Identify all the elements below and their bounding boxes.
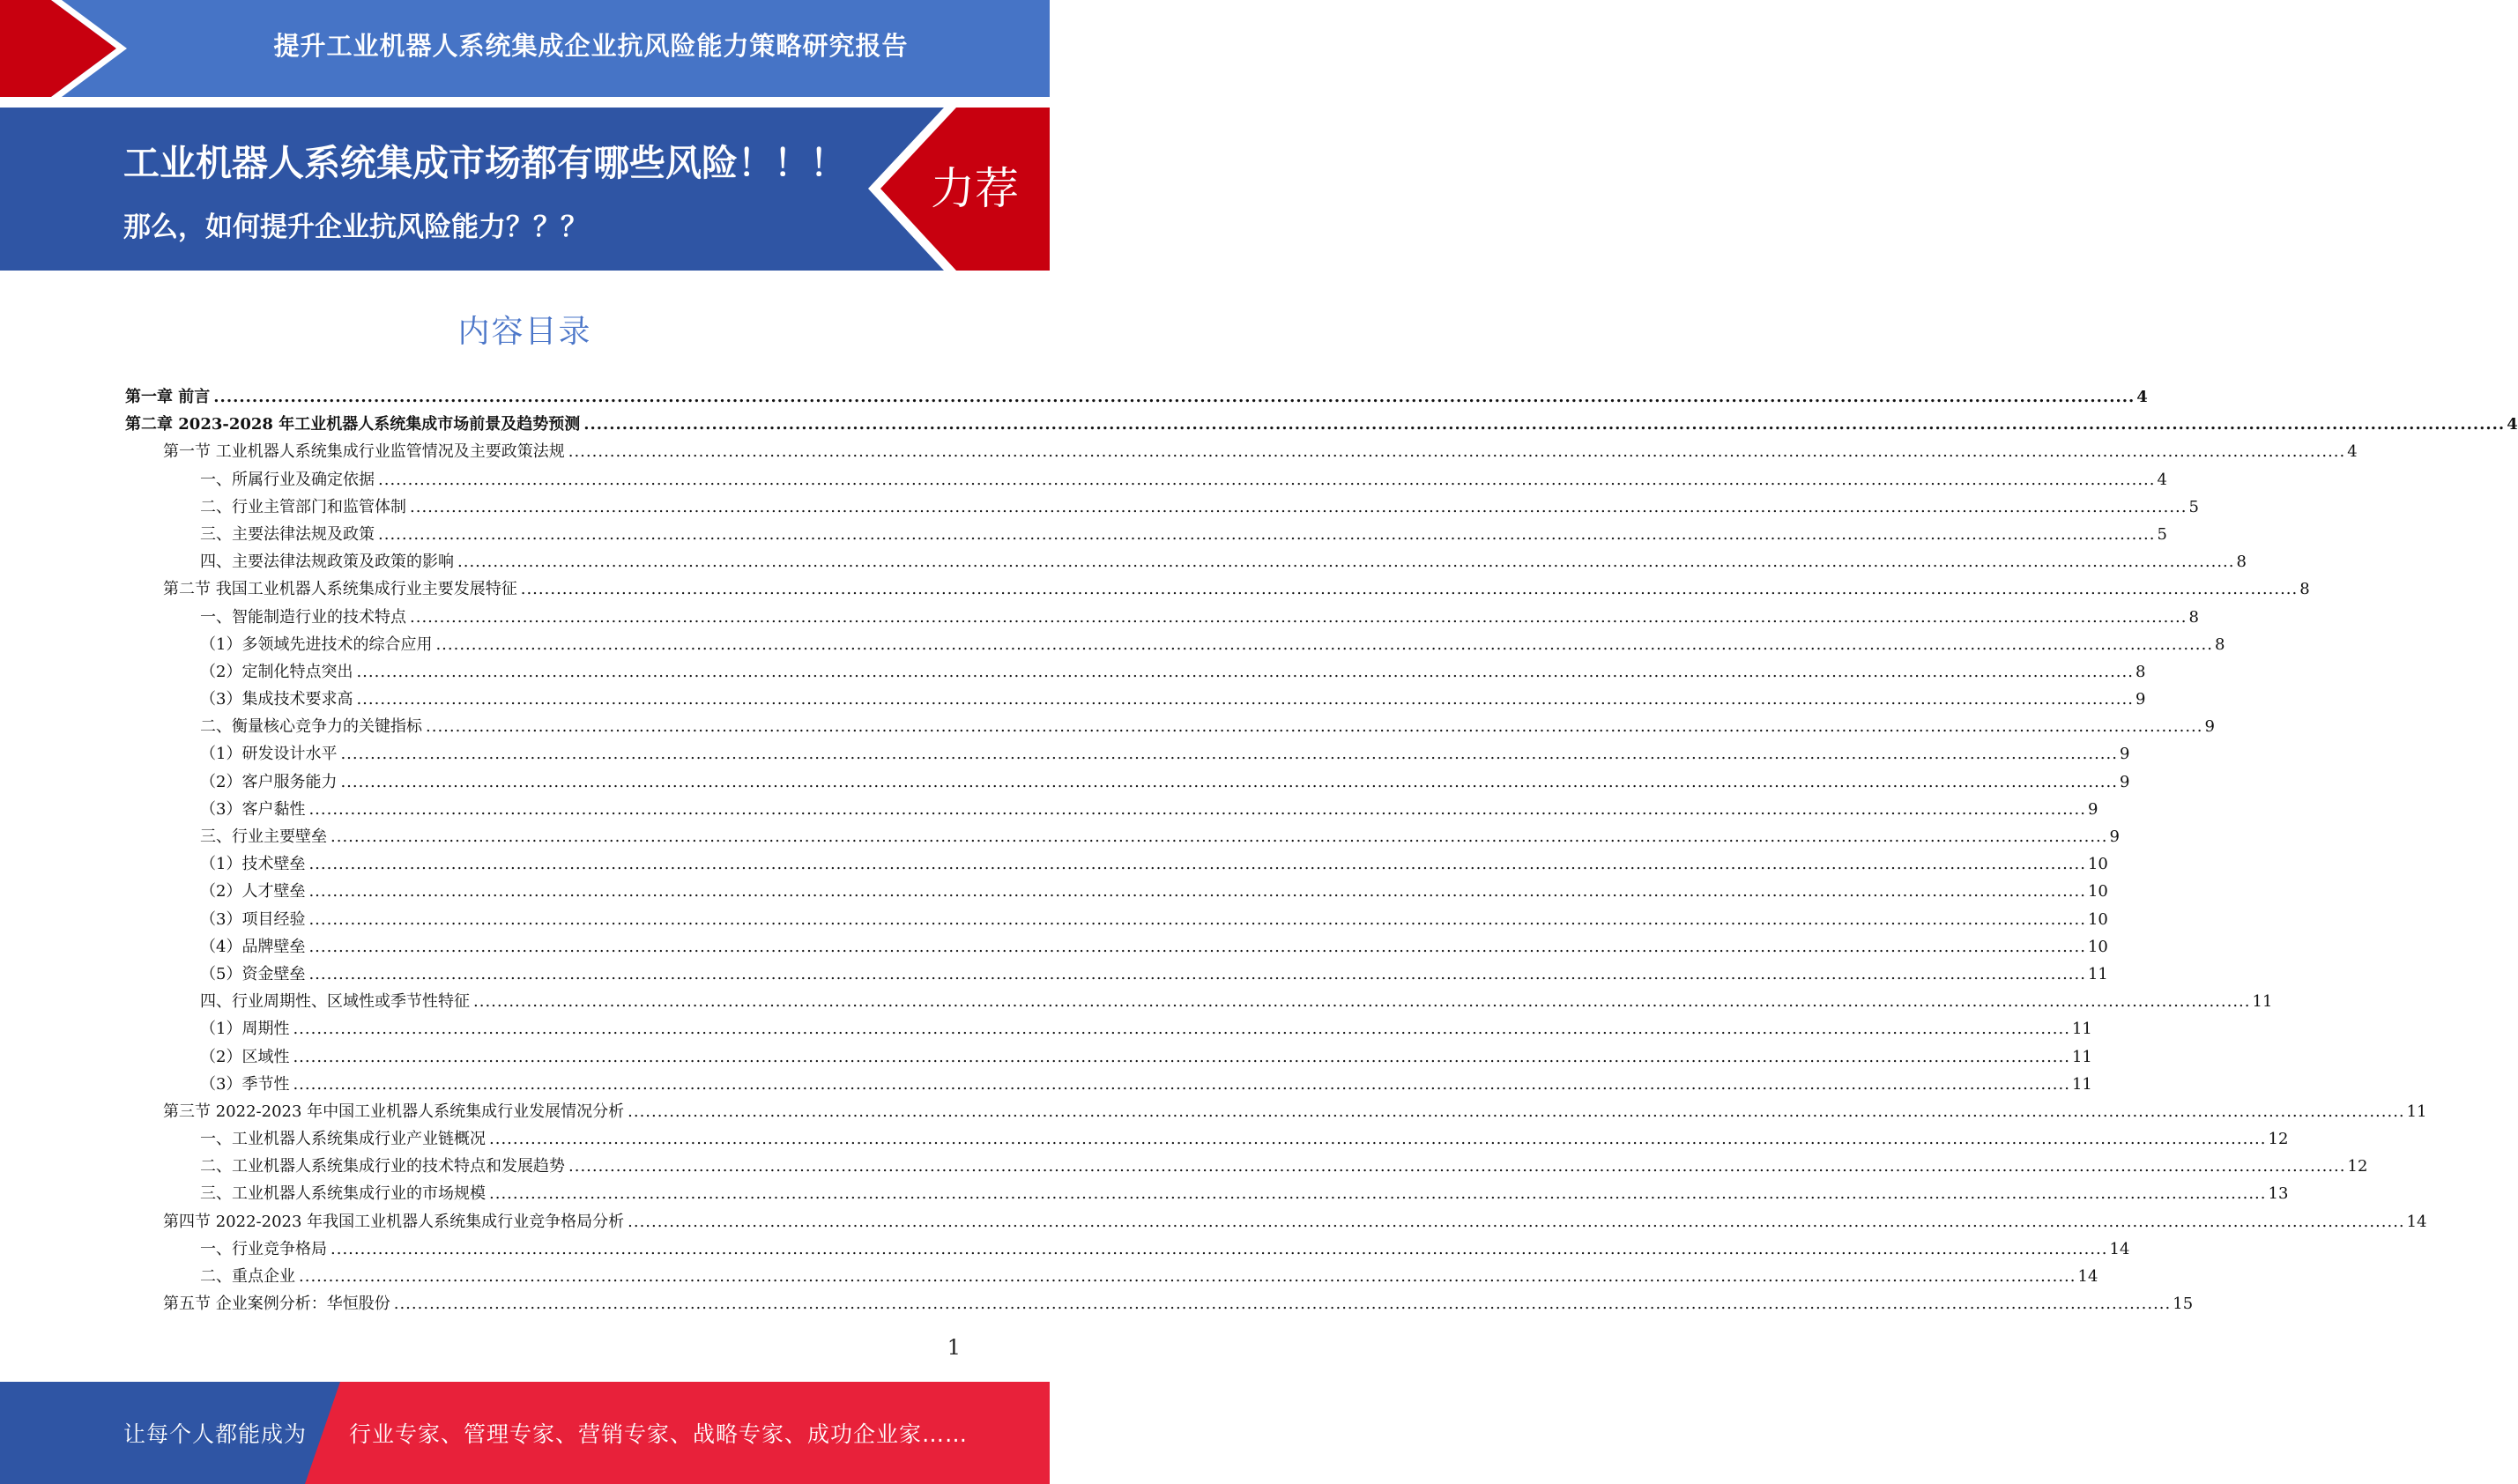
toc-entry[interactable]: [125, 1098, 2427, 1125]
toc-entry-page: 12: [2347, 1157, 2368, 1176]
toc-entry[interactable]: [125, 411, 2518, 438]
banner-badge-shape: [0, 108, 1050, 271]
toc-entry-page: 11: [2252, 992, 2273, 1012]
toc-entry-page: 14: [2406, 1212, 2427, 1231]
toc-entry[interactable]: [125, 575, 2310, 603]
toc-entry[interactable]: [125, 686, 2146, 713]
toc-entry-label: 四、主要法律法规政策及政策的影响: [200, 553, 454, 572]
toc-entry-label: （1）研发设计水平: [200, 745, 338, 764]
toc-entry[interactable]: [125, 383, 2148, 411]
toc-entry-page: 15: [2173, 1295, 2194, 1314]
toc-entry-label: （4）品牌壁垒: [200, 937, 306, 956]
toc-entry-page: 9: [2135, 690, 2146, 709]
toc-entry-label: 三、工业机器人系统集成行业的市场规模: [200, 1184, 486, 1204]
toc-dot-leader: ............................................................................................................................................................................................................................................................................................................: [308, 799, 2086, 819]
toc-dot-leader: ............................................................................................................................................................................................................................................................................................................: [473, 992, 2251, 1012]
toc-entry-page: 9: [2119, 745, 2130, 764]
toc-entry-page: 10: [2087, 937, 2108, 956]
toc-entry-page: 5: [2188, 497, 2199, 516]
toc-entry[interactable]: [125, 548, 2247, 575]
toc-entry-label: （2）定制化特点突出: [200, 662, 353, 681]
toc-dot-leader: ............................................................................................................................................................................................................................................................................................................: [299, 1267, 2076, 1286]
toc-entry-page: 8: [2135, 662, 2146, 681]
toc-entry-page: 10: [2087, 855, 2108, 874]
footer-slogan-left: 让每个人都能成为: [123, 1421, 308, 1447]
toc-dot-leader: ............................................................................................................................................................................................................................................................................................................: [308, 882, 2086, 902]
toc-entry-label: 第四节 2022-2023 年我国工业机器人系统集成行业竞争格局分析: [163, 1212, 625, 1231]
toc-dot-leader: ............................................................................................................................................................................................................................................................................................................: [308, 964, 2086, 983]
toc-entry[interactable]: [125, 823, 2120, 850]
toc-entry-page: 4: [2136, 388, 2148, 406]
toc-dot-leader: ............................................................................................................................................................................................................................................................................................................: [356, 690, 2134, 709]
toc-entry-page: 14: [2109, 1239, 2130, 1258]
toc-entry[interactable]: [125, 1235, 2130, 1263]
toc-entry-page: 11: [2071, 1020, 2092, 1039]
toc-entry-label: （3）季节性: [200, 1074, 290, 1094]
toc-dot-leader: ............................................................................................................................................................................................................................................................................................................: [628, 1212, 2405, 1231]
toc-entry[interactable]: [125, 1290, 2194, 1317]
toc-entry-label: 三、主要法律法规及政策: [200, 524, 375, 544]
toc-entry[interactable]: [125, 521, 2167, 548]
toc-entry-page: 9: [2087, 799, 2098, 819]
toc-entry-label: 第二节 我国工业机器人系统集成行业主要发展特征: [163, 580, 517, 599]
toc-dot-leader: ............................................................................................................................................................................................................................................................................................................: [356, 662, 2134, 681]
toc-dot-leader: ............................................................................................................................................................................................................................................................................................................: [568, 442, 2346, 462]
toc-entry[interactable]: [125, 1043, 2092, 1071]
toc-dot-leader: ............................................................................................................................................................................................................................................................................................................: [378, 524, 2156, 544]
toc-entry-page: 8: [2299, 580, 2310, 599]
toc-entry[interactable]: [125, 658, 2146, 686]
report-header-bar: [0, 0, 1050, 97]
toc-entry-label: （3）客户黏性: [200, 799, 306, 819]
toc-dot-leader: ............................................................................................................................................................................................................................................................................................................: [426, 717, 2203, 737]
toc-dot-leader: ............................................................................................................................................................................................................................................................................................................: [568, 1157, 2346, 1176]
toc-entry[interactable]: [125, 1263, 2098, 1290]
toc-entry-label: 二、重点企业: [200, 1267, 295, 1286]
toc-dot-leader: ............................................................................................................................................................................................................................................................................................................: [340, 745, 2118, 764]
toc-entry-label: 二、工业机器人系统集成行业的技术特点和发展趋势: [200, 1157, 565, 1176]
toc-dot-leader: ............................................................................................................................................................................................................................................................................................................: [308, 937, 2086, 956]
red-chevron-decoration: [0, 0, 141, 97]
toc-entry-page: 8: [2188, 607, 2199, 627]
report-title: 提升工业机器人系统集成企业抗风险能力策略研究报告: [273, 30, 909, 61]
toc-entry-page: 11: [2071, 1074, 2092, 1094]
toc-entry-page: 14: [2077, 1267, 2098, 1286]
recommend-badge: 力荐: [931, 163, 1019, 214]
toc-entry-label: （2）人才壁垒: [200, 882, 306, 902]
toc-entry[interactable]: [125, 438, 2358, 465]
toc-entry-label: 三、行业主要壁垒: [200, 827, 327, 846]
page-number: 1: [947, 1335, 961, 1360]
toc-entry[interactable]: [125, 631, 2225, 658]
toc-entry-label: 一、行业竞争格局: [200, 1239, 327, 1258]
toc-entry[interactable]: [125, 604, 2199, 631]
toc-dot-leader: ............................................................................................................................................................................................................................................................................................................: [489, 1130, 2267, 1149]
toc-dot-leader: ............................................................................................................................................................................................................................................................................................................: [583, 415, 2506, 434]
toc-entry[interactable]: [125, 1071, 2092, 1098]
toc-entry-page: 13: [2268, 1184, 2289, 1204]
toc-entry-label: 二、行业主管部门和监管体制: [200, 497, 406, 516]
toc-dot-leader: ............................................................................................................................................................................................................................................................................................................: [293, 1020, 2070, 1039]
toc-dot-leader: ............................................................................................................................................................................................................................................................................................................: [489, 1184, 2267, 1204]
toc-dot-leader: ............................................................................................................................................................................................................................................................................................................: [628, 1102, 2405, 1121]
toc-entry-page: 4: [2157, 470, 2167, 489]
toc-entry[interactable]: [125, 740, 2130, 768]
toc-entry[interactable]: [125, 1015, 2092, 1043]
toc-entry-page: 11: [2087, 964, 2108, 983]
toc-entry-page: 10: [2087, 882, 2108, 902]
footer-slogan-right: 行业专家、管理专家、营销专家、战略专家、成功企业家……: [349, 1421, 969, 1447]
toc-entry-label: 一、智能制造行业的技术特点: [200, 607, 406, 627]
toc-entry[interactable]: [125, 1153, 2368, 1180]
banner-headline: 工业机器人系统集成市场都有哪些风险！！！: [123, 142, 846, 184]
toc-dot-leader: ............................................................................................................................................................................................................................................................................................................: [520, 580, 2299, 599]
toc-entry[interactable]: [125, 988, 2273, 1015]
toc-dot-leader: ............................................................................................................................................................................................................................................................................................................: [378, 470, 2156, 489]
toc-dot-leader: ............................................................................................................................................................................................................................................................................................................: [410, 497, 2187, 516]
toc-entry-page: 11: [2071, 1047, 2092, 1066]
toc-entry-page: 11: [2406, 1102, 2427, 1121]
toc-entry-label: 第一节 工业机器人系统集成行业监管情况及主要政策法规: [163, 442, 565, 462]
toc-entry-label: （3）项目经验: [200, 909, 306, 929]
toc-entry-label: 四、行业周期性、区域性或季节性特征: [200, 992, 470, 1012]
toc-entry-page: 9: [2109, 827, 2120, 846]
toc-dot-leader: ............................................................................................................................................................................................................................................................................................................: [331, 827, 2108, 846]
toc-entry-label: 第五节 企业案例分析：华恒股份: [163, 1295, 390, 1314]
toc-entry-label: 一、所属行业及确定依据: [200, 470, 375, 489]
toc-entry-label: 第一章 前言: [125, 388, 211, 406]
toc-entry-page: 4: [2347, 442, 2358, 462]
toc-entry[interactable]: [125, 906, 2108, 933]
toc-title: 内容目录: [457, 314, 592, 350]
toc-entry-label: 一、工业机器人系统集成行业产业链概况: [200, 1130, 486, 1149]
toc-entry-page: 9: [2204, 717, 2215, 737]
toc-dot-leader: ............................................................................................................................................................................................................................................................................................................: [213, 388, 2135, 406]
banner-subheadline: 那么，如何提升企业抗风险能力？？？: [123, 211, 588, 243]
toc-entry[interactable]: [125, 493, 2199, 521]
toc-entry-page: 9: [2119, 772, 2130, 791]
toc-entry-page: 10: [2087, 909, 2108, 929]
toc-entry-label: （1）多领域先进技术的综合应用: [200, 634, 433, 654]
toc-dot-leader: ............................................................................................................................................................................................................................................................................................................: [293, 1074, 2070, 1094]
toc-dot-leader: ............................................................................................................................................................................................................................................................................................................: [393, 1295, 2172, 1314]
promo-banner: [0, 108, 1050, 271]
toc-entry[interactable]: [125, 1180, 2289, 1207]
toc-entry[interactable]: [125, 1125, 2289, 1153]
toc-entry-page: 8: [2236, 553, 2247, 572]
toc-entry-label: （3）集成技术要求高: [200, 690, 353, 709]
footer-banner: [0, 1382, 1050, 1484]
toc-entry-label: （2）客户服务能力: [200, 772, 338, 791]
toc-entry[interactable]: [125, 466, 2167, 493]
toc-entry-label: 二、衡量核心竞争力的关键指标: [200, 717, 422, 737]
toc-entry-page: 4: [2507, 415, 2518, 434]
toc-dot-leader: ............................................................................................................................................................................................................................................................................................................: [435, 634, 2213, 654]
toc-entry-label: 第三节 2022-2023 年中国工业机器人系统集成行业发展情况分析: [163, 1102, 625, 1121]
toc-entry-label: （1）周期性: [200, 1020, 290, 1039]
toc-dot-leader: ............................................................................................................................................................................................................................................................................................................: [340, 772, 2118, 791]
toc-entry[interactable]: [125, 1208, 2427, 1235]
toc-dot-leader: ............................................................................................................................................................................................................................................................................................................: [308, 855, 2086, 874]
toc-entry-label: （5）资金壁垒: [200, 964, 306, 983]
toc-entry[interactable]: [125, 796, 2098, 823]
toc-entry[interactable]: [125, 961, 2108, 988]
toc-entry-label: （1）技术壁垒: [200, 855, 306, 874]
toc-entry[interactable]: [125, 878, 2108, 905]
toc-entry[interactable]: [125, 713, 2215, 740]
toc-entry-page: 12: [2268, 1130, 2289, 1149]
toc-entry-page: 5: [2157, 524, 2167, 544]
toc-dot-leader: ............................................................................................................................................................................................................................................................................................................: [308, 909, 2086, 929]
toc-entry[interactable]: [125, 933, 2108, 961]
table-of-contents: [125, 383, 2518, 1317]
toc-dot-leader: ............................................................................................................................................................................................................................................................................................................: [410, 607, 2187, 627]
toc-dot-leader: ............................................................................................................................................................................................................................................................................................................: [293, 1047, 2070, 1066]
toc-entry-page: 8: [2214, 634, 2225, 654]
toc-dot-leader: ............................................................................................................................................................................................................................................................................................................: [457, 553, 2235, 572]
toc-entry[interactable]: [125, 768, 2130, 796]
toc-entry[interactable]: [125, 850, 2108, 878]
header-divider: [0, 97, 1050, 108]
toc-entry-label: （2）区域性: [200, 1047, 290, 1066]
toc-dot-leader: ............................................................................................................................................................................................................................................................................................................: [331, 1239, 2108, 1258]
toc-entry-label: 第二章 2023-2028 年工业机器人系统集成市场前景及趋势预测: [125, 415, 581, 434]
